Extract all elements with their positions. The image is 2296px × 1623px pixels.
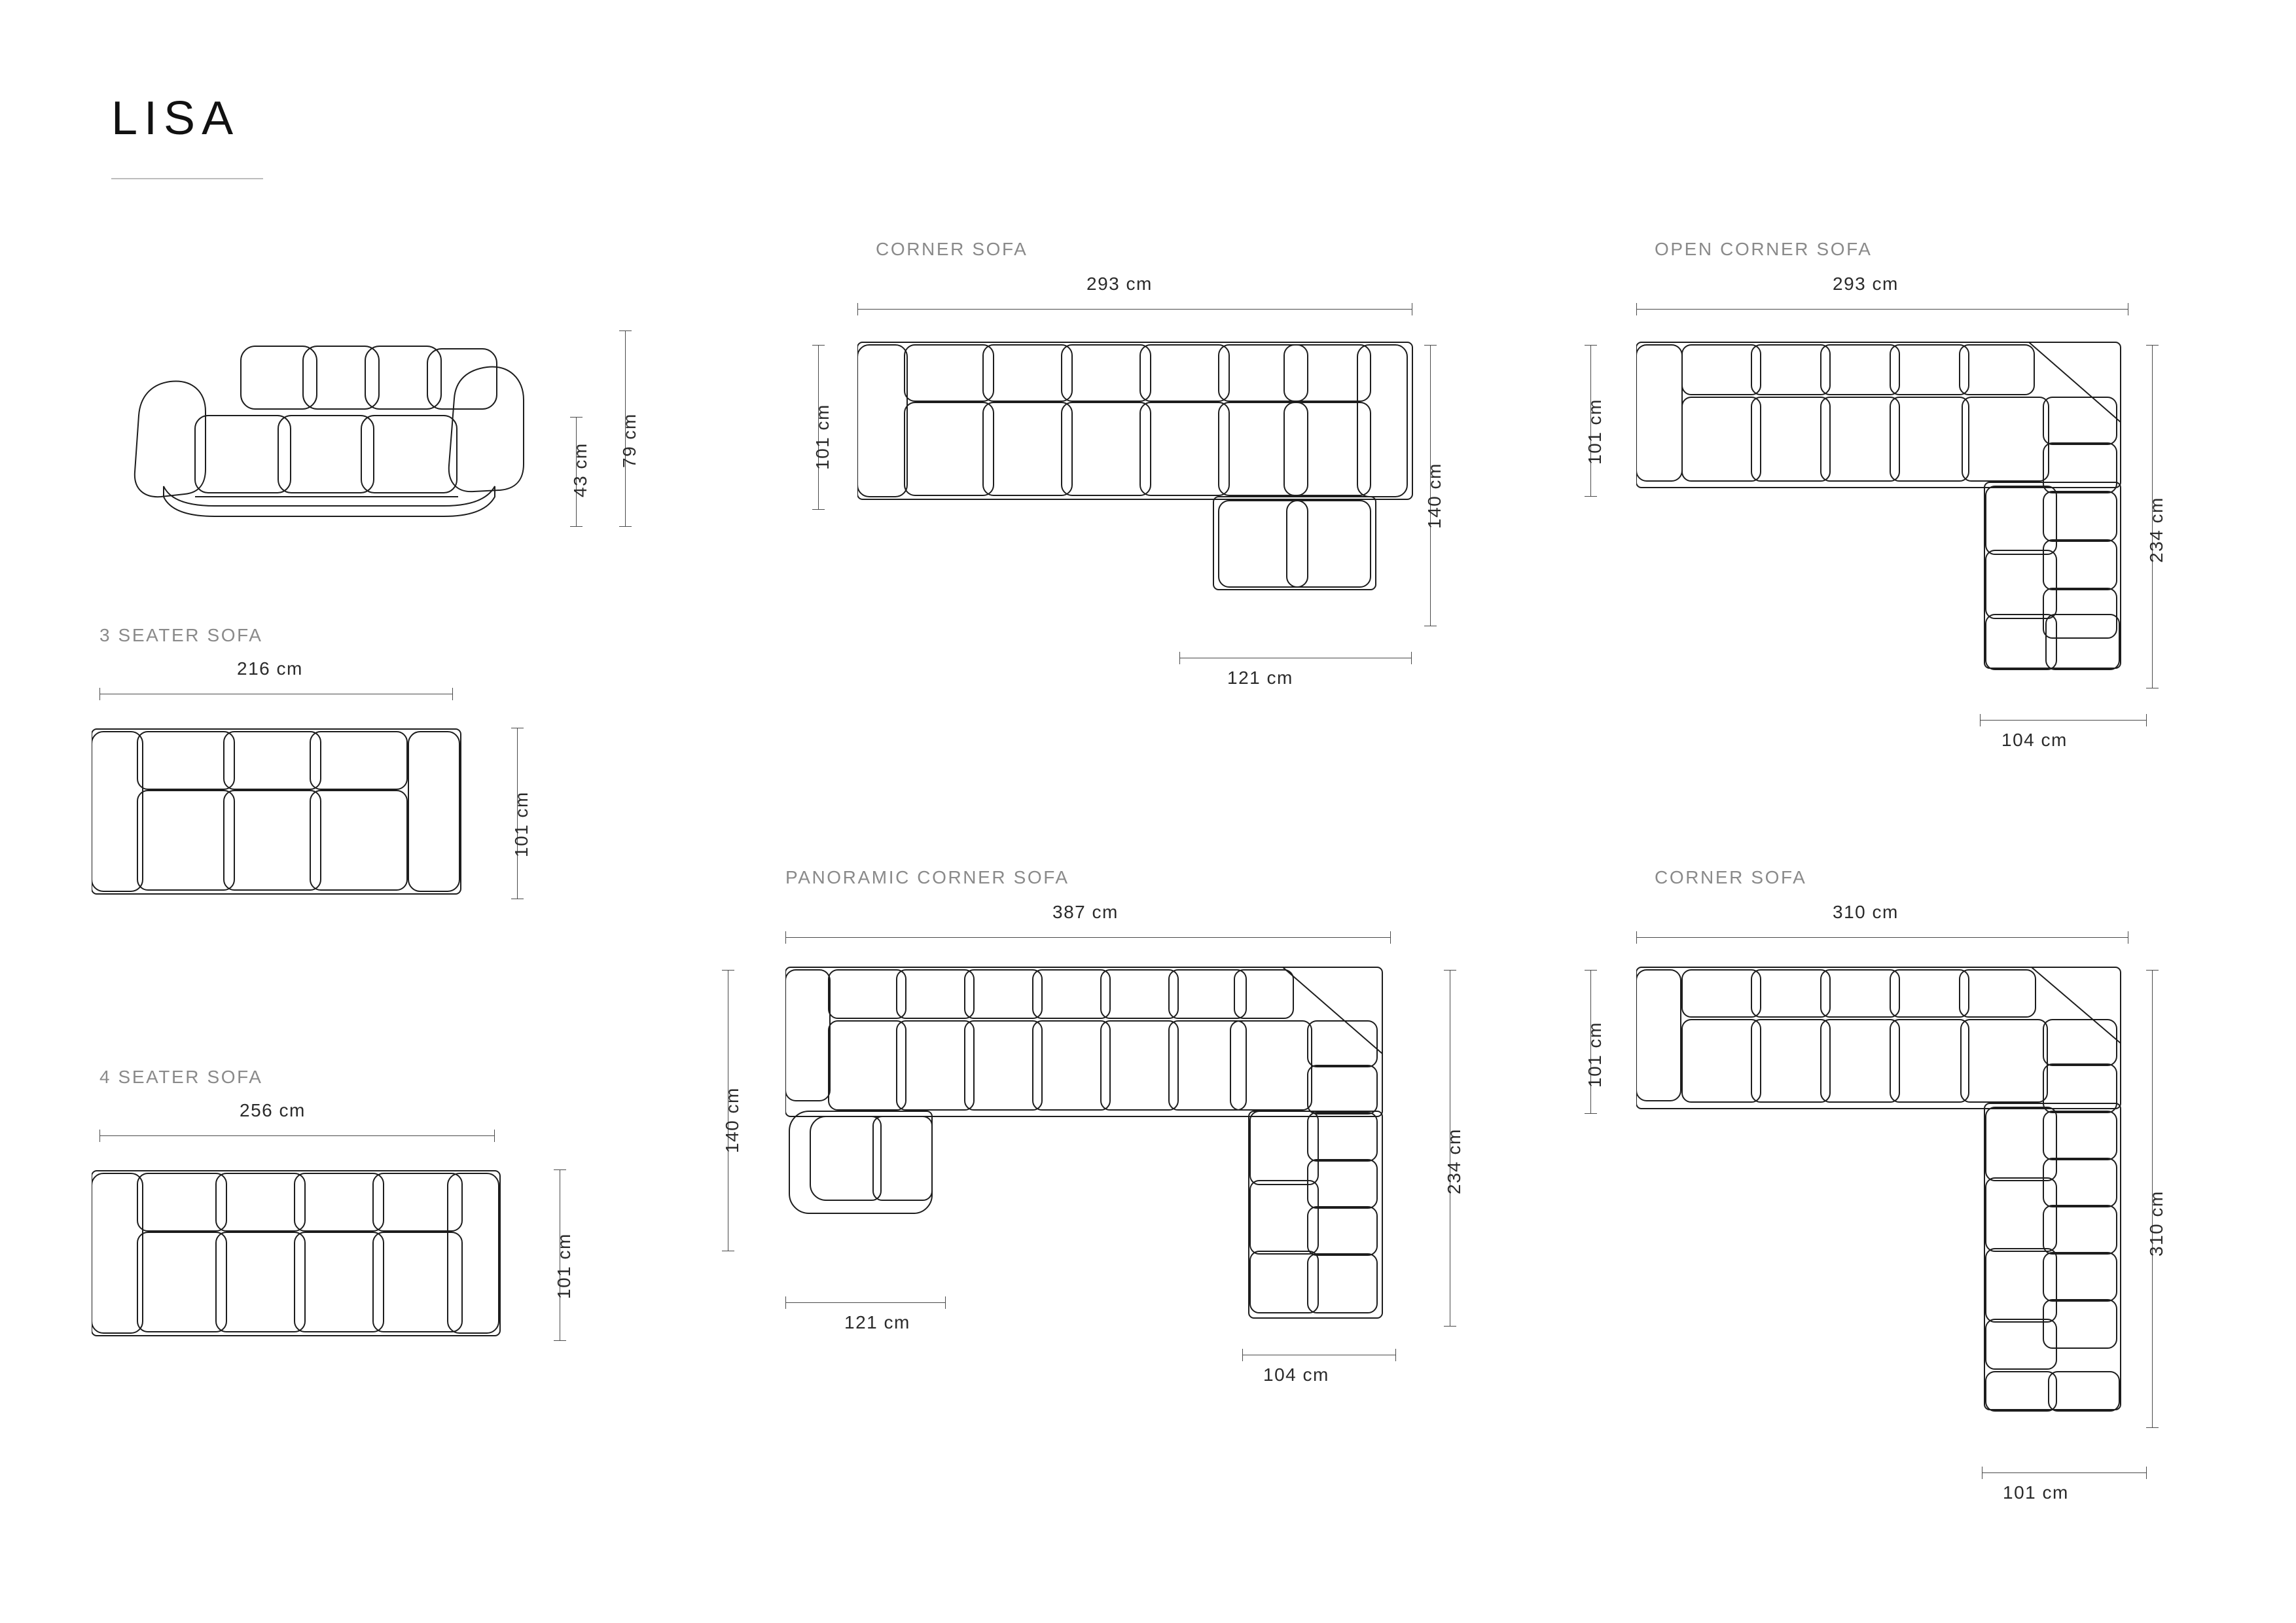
figure-3-seater-sofa [92, 720, 471, 903]
dim-101cm-corner310: 101 cm [1585, 1022, 1605, 1088]
dim-121cm-panoramic: 121 cm [844, 1312, 910, 1332]
dimline-293cm-open [1636, 309, 2128, 310]
dim-140cm-corner293: 140 cm [1424, 463, 1444, 529]
title-corner-sofa-293: CORNER SOFA [876, 239, 1028, 259]
dimline-104cm-open [1980, 720, 2147, 721]
dim-234cm-panoramic: 234 cm [1444, 1128, 1464, 1194]
dim-101cm-open: 101 cm [1585, 399, 1605, 465]
dimline-310cm-top [1636, 937, 2128, 938]
title-open-corner-sofa: OPEN CORNER SOFA [1655, 239, 1873, 259]
dim-104cm-open: 104 cm [2001, 730, 2068, 750]
dimline-387cm [785, 937, 1391, 938]
dim-234cm-open: 234 cm [2146, 497, 2166, 563]
dim-101cm-bottom: 101 cm [2003, 1482, 2069, 1503]
figure-perspective-sofa [92, 330, 576, 527]
title-panoramic-corner-sofa: PANORAMIC CORNER SOFA [785, 867, 1069, 887]
dim-43cm: 43 cm [570, 442, 590, 497]
dim-140cm-panoramic: 140 cm [722, 1087, 742, 1153]
dimline-256cm [99, 1135, 495, 1136]
dim-101cm-corner293: 101 cm [812, 404, 833, 470]
dim-310cm-right: 310 cm [2146, 1190, 2166, 1257]
brand-underline [111, 178, 263, 179]
dimline-121cm-panoramic [785, 1302, 946, 1303]
figure-4-seater-sofa [92, 1162, 511, 1345]
dim-293cm-corner: 293 cm [1086, 274, 1153, 294]
dim-121cm-corner293: 121 cm [1227, 668, 1293, 688]
title-4-seater-sofa: 4 SEATER SOFA [99, 1067, 263, 1087]
brand-title: LISA [111, 92, 240, 145]
dim-256cm: 256 cm [240, 1100, 306, 1120]
dim-101cm-3seater: 101 cm [511, 791, 531, 857]
dimline-293cm-corner [857, 309, 1412, 310]
figure-corner-sofa-310 [1636, 962, 2134, 1420]
dim-310cm-top: 310 cm [1833, 902, 1899, 922]
dim-104cm-panoramic: 104 cm [1263, 1364, 1329, 1385]
dim-79cm: 79 cm [619, 413, 639, 468]
title-3-seater-sofa: 3 SEATER SOFA [99, 625, 263, 645]
dim-101cm-4seater: 101 cm [554, 1233, 574, 1299]
figure-corner-sofa-293 [857, 337, 1420, 612]
figure-panoramic-corner-sofa [785, 962, 1394, 1329]
dim-216cm: 216 cm [237, 658, 303, 679]
title-corner-sofa-310: CORNER SOFA [1655, 867, 1807, 887]
figure-open-corner-sofa [1636, 337, 2134, 677]
dim-387cm: 387 cm [1052, 902, 1119, 922]
dimline-101cm-bottom [1982, 1472, 2147, 1473]
dim-293cm-open: 293 cm [1833, 274, 1899, 294]
